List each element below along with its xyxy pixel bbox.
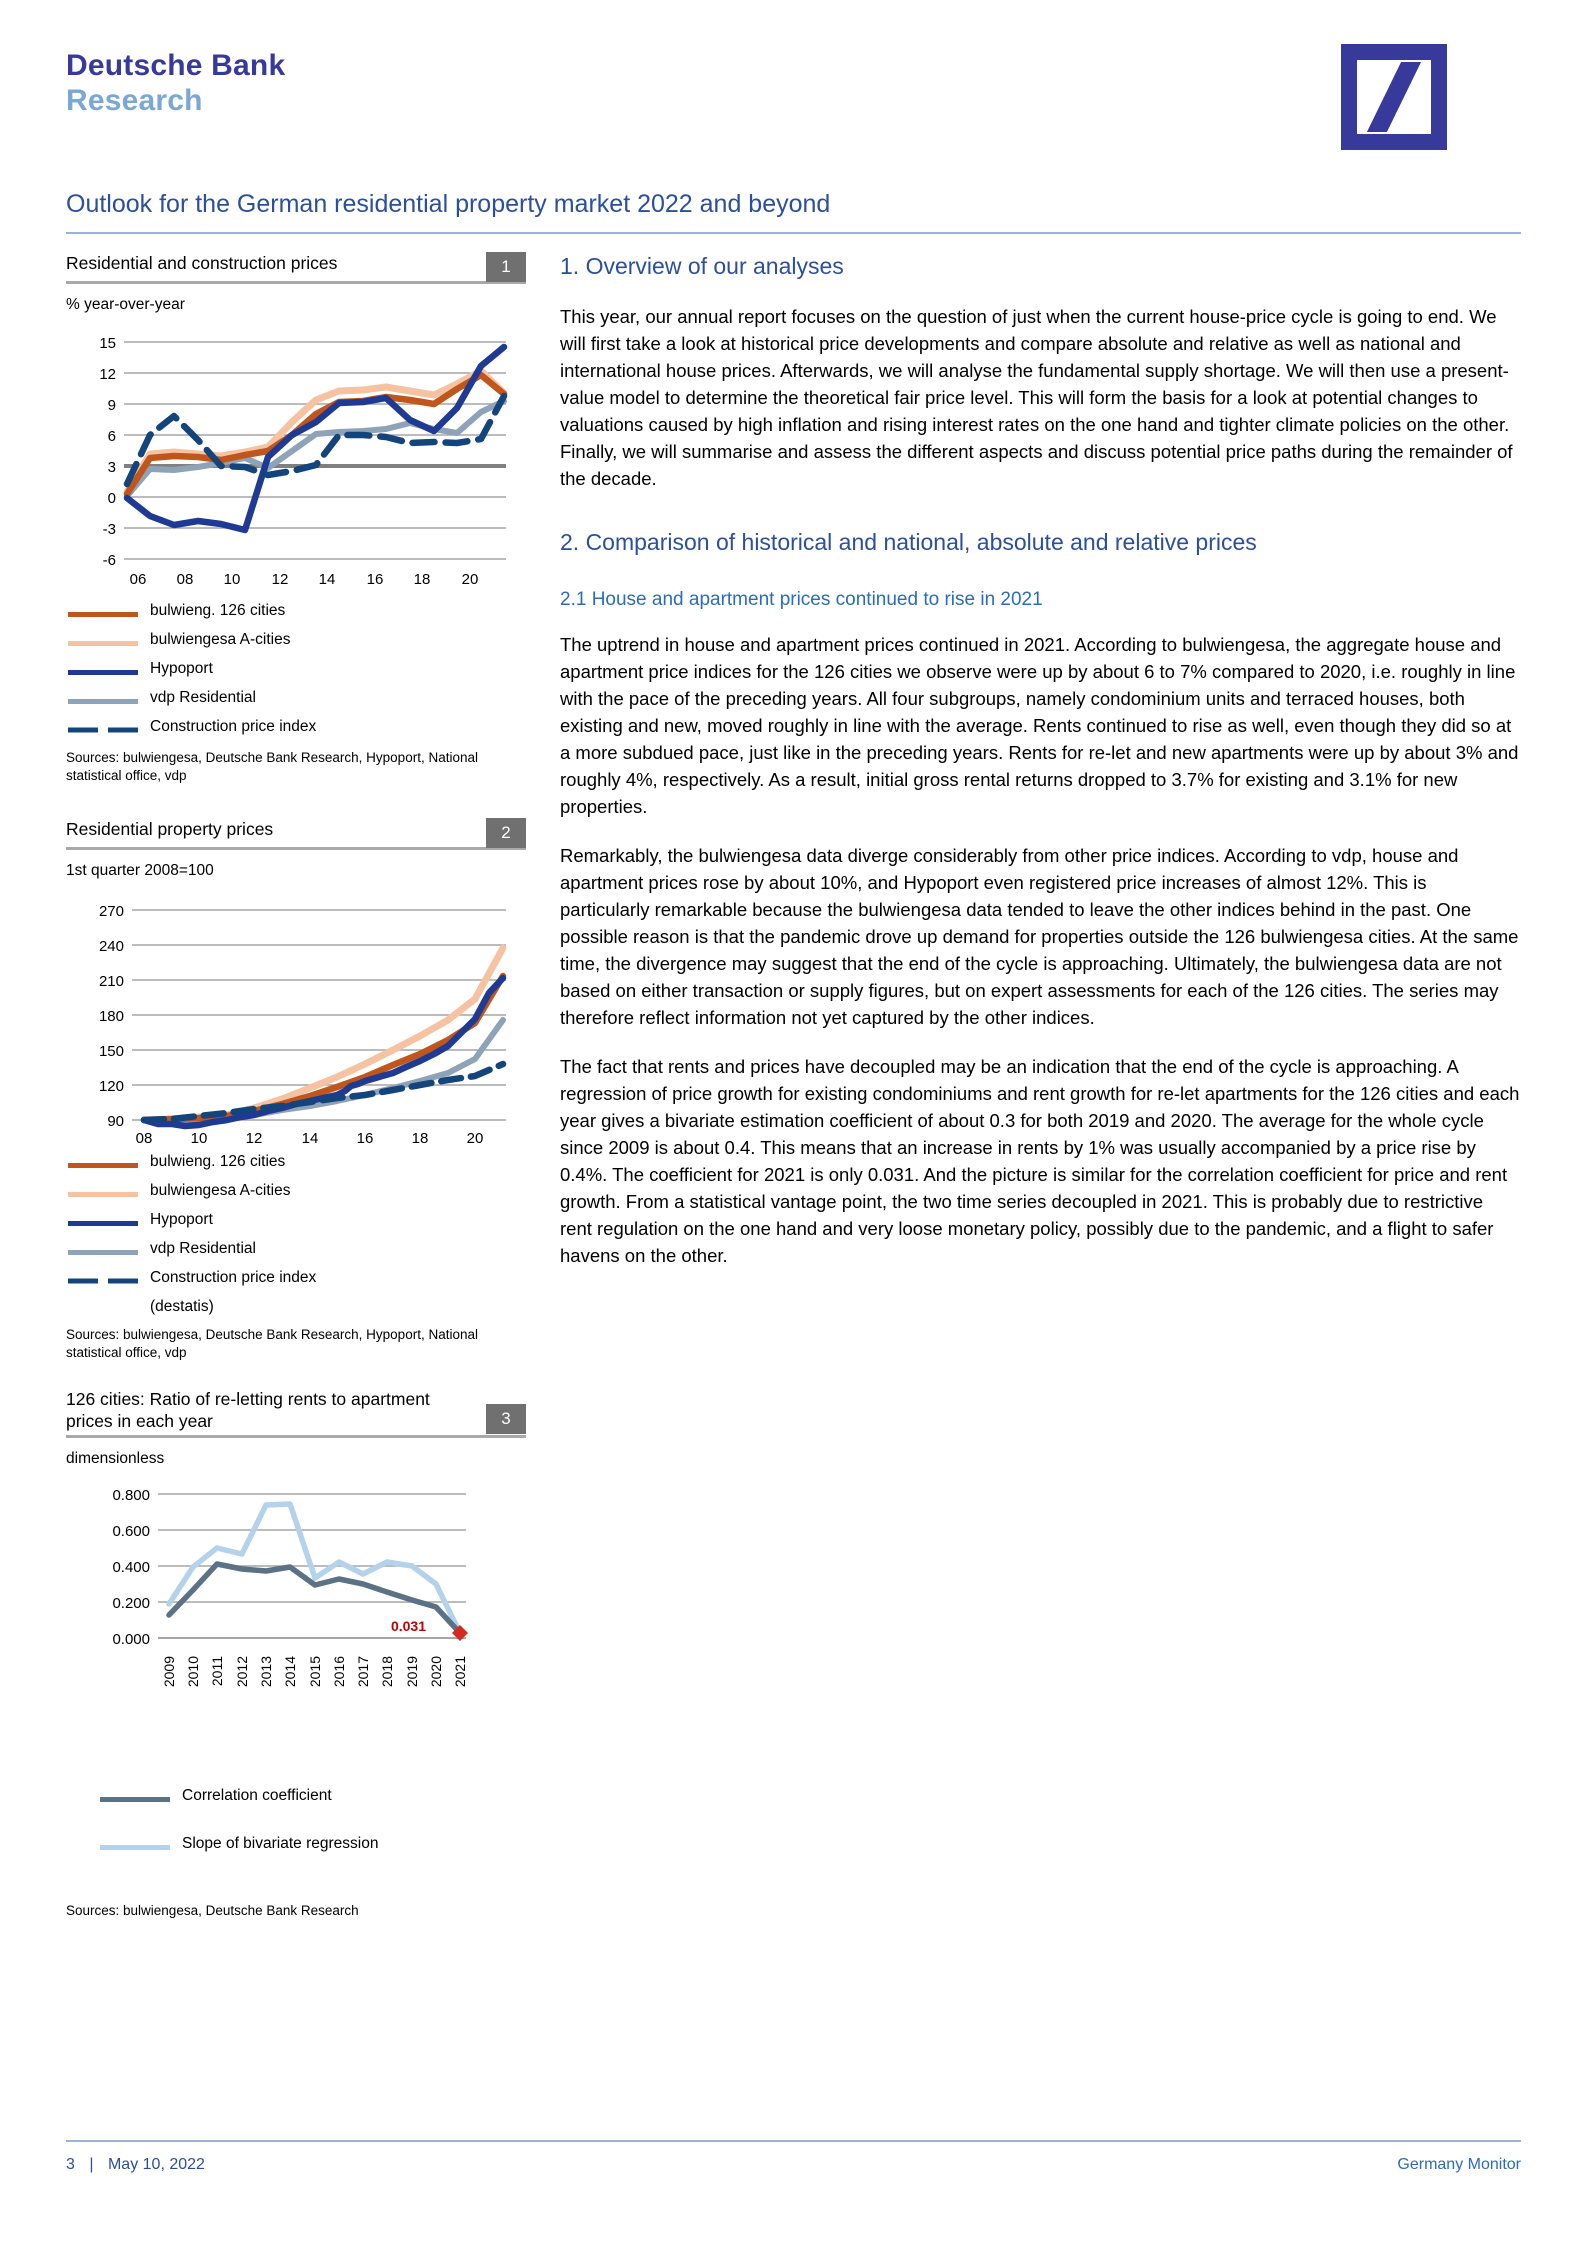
legend-item bbox=[66, 688, 526, 710]
chart-2-unit: 1st quarter 2008=100 bbox=[66, 862, 214, 880]
page-title: Outlook for the German residential property market 2022 and beyond bbox=[66, 190, 831, 218]
legend-item bbox=[66, 1834, 526, 1856]
svg-text:6: 6 bbox=[107, 428, 116, 445]
paragraph-1: This year, our annual report focuses on the question of just when the current house-price cycle is going to end. We will first take a look at historical price developments and compare absolute and relative as well as national and international house prices. Afterwards, we will analyse the fundamental supply shortage. We will then use a present-value model to determine the theoretical fair price level. This will form the basis for a look at potential changes to valuations caused by high inflation and rising interest rates on the one hand and tighter climate policies on the other. Finally, we will summarise and assess the different aspects and discuss potential price paths during the remainder of the decade. bbox=[560, 306, 1513, 490]
content-column bbox=[560, 252, 1520, 1291]
chart-1 bbox=[66, 252, 526, 784]
legend-label: Correlation coefficient bbox=[182, 1787, 332, 1805]
svg-text:2013: 2013 bbox=[258, 1656, 274, 1688]
chart-3-rule bbox=[66, 1435, 526, 1438]
legend-item bbox=[66, 1152, 526, 1174]
legend-item bbox=[66, 1268, 526, 1290]
legend-label: Hypoport bbox=[150, 660, 213, 677]
legend-label: bulwiengesa A-cities bbox=[150, 1182, 291, 1200]
legend-label: vdp Residential bbox=[150, 1240, 256, 1258]
svg-text:12: 12 bbox=[245, 1130, 263, 1148]
svg-text:240: 240 bbox=[98, 938, 124, 956]
chart-1-rule bbox=[66, 281, 526, 284]
svg-text:18: 18 bbox=[413, 571, 431, 588]
legend-swatch-construction bbox=[66, 721, 140, 739]
svg-text:0.400: 0.400 bbox=[112, 1559, 150, 1577]
svg-text:15: 15 bbox=[99, 335, 116, 352]
svg-text:0: 0 bbox=[107, 490, 116, 507]
svg-text:14: 14 bbox=[318, 571, 336, 588]
svg-text:2017: 2017 bbox=[355, 1656, 371, 1688]
svg-text:2018: 2018 bbox=[379, 1656, 395, 1688]
logo-slash bbox=[1367, 62, 1421, 132]
svg-text:0.800: 0.800 bbox=[112, 1487, 150, 1505]
paragraph-4: The fact that rents and prices have decoupled may be an indication that the end of the cycle is approaching. A regression of price growth for existing condominiums and rent growth for re-let apartments for the 126 cities and each year gives a bivariate estimation coefficient of about 0.3 for both 2019 and 2020. The average for the whole cycle since 2009 is about 0.4. This means that an increase in rents by 1% was usually accompanied by a price rise by 0.4%. The coefficient for 2021 is only 0.031. And the picture is similar for the correlation coefficient for price and rent growth. From a statistical vantage point, the two time series decoupled in 2021. This is probably due to restrictive rent regulation on the one hand and very loose monetary policy, possibly due to the pandemic, and a flight to safer havens on the other. bbox=[560, 1055, 1520, 1266]
chart-2-header bbox=[66, 818, 526, 844]
section-2-wrapper bbox=[560, 528, 1520, 1268]
svg-text:20: 20 bbox=[461, 571, 479, 588]
chart-2 bbox=[66, 818, 526, 1361]
legend-swatch-bulwieng bbox=[66, 1156, 140, 1174]
footer-divider bbox=[66, 2140, 1521, 2142]
legend-swatch-bulwieng bbox=[66, 605, 140, 623]
paragraph-2: The uptrend in house and apartment prices continued in 2021. According to bulwiengesa, the aggregate house and apartment price indices for the 126 cities we observe were up by about 6 to 7% compared to 2020, i.e. roughly in line with the pace of the preceding years. All four subgroups, namely condominium units and terraced houses, both existing and new, moved roughly in line with the average. Rents continued to rise as well, even though they did so at a more subdued pace, just like in the preceding years. Rents for re-let and new apartments were up by about 3% and roughly 4%, respectively. As a result, initial gross rental returns dropped to 3.7% for existing and 3.1% for new properties. bbox=[560, 633, 1519, 817]
chart-3-number: 3 bbox=[486, 1404, 526, 1434]
svg-text:10: 10 bbox=[223, 571, 241, 588]
legend-swatch-bulwiengesa bbox=[66, 634, 140, 652]
chart-1-title: Residential and construction prices bbox=[66, 253, 338, 273]
svg-text:2010: 2010 bbox=[185, 1656, 201, 1688]
chart-3-unit: dimensionless bbox=[66, 1450, 165, 1468]
svg-text:2016: 2016 bbox=[331, 1656, 347, 1688]
chart-1-svg bbox=[66, 322, 526, 597]
legend-label: Hypoport bbox=[150, 1211, 213, 1229]
legend-label: bulwieng. 126 cities bbox=[150, 602, 286, 619]
svg-text:0.600: 0.600 bbox=[112, 1523, 150, 1541]
svg-text:0.200: 0.200 bbox=[112, 1595, 150, 1613]
footer-publication: Germany Monitor bbox=[1397, 2156, 1521, 2173]
chart-3-title: 126 cities: Ratio of re-letting rents to apartment prices in each year bbox=[66, 1388, 430, 1431]
legend-item bbox=[66, 601, 526, 623]
chart-2-svg bbox=[66, 888, 526, 1148]
legend-label-2: (destatis) bbox=[150, 1298, 214, 1316]
legend-swatch-slope bbox=[98, 1838, 172, 1856]
chart-1-number: 1 bbox=[486, 252, 526, 282]
footer-page-number: 3 bbox=[66, 2156, 75, 2173]
svg-text:16: 16 bbox=[366, 571, 384, 588]
chart-2-sources: Sources: bulwiengesa, Deutsche Bank Research, Hypoport, National statistical office, vdp bbox=[66, 1327, 478, 1361]
chart-3-annotation-label: 0.031 bbox=[390, 1618, 426, 1635]
legend-item bbox=[66, 659, 526, 681]
chart-2-number: 2 bbox=[486, 818, 526, 848]
chart-2-legend bbox=[66, 1152, 526, 1316]
svg-text:2019: 2019 bbox=[404, 1656, 420, 1688]
chart-3-svg bbox=[66, 1476, 526, 1776]
svg-text:90: 90 bbox=[107, 1113, 124, 1131]
section-2-heading: 2. Comparison of historical and national, absolute and relative prices bbox=[560, 529, 1257, 556]
svg-text:12: 12 bbox=[99, 366, 116, 383]
section-2-1-heading: 2.1 House and apartment prices continued to rise in 2021 bbox=[560, 588, 1043, 610]
svg-text:10: 10 bbox=[190, 1130, 208, 1148]
svg-text:20: 20 bbox=[466, 1130, 484, 1148]
brand-line-2: Research bbox=[66, 84, 203, 118]
svg-text:2012: 2012 bbox=[234, 1656, 250, 1688]
chart-3-sources: Sources: bulwiengesa, Deutsche Bank Research bbox=[66, 1903, 359, 1919]
footer-left bbox=[66, 2156, 205, 2174]
svg-text:08: 08 bbox=[176, 571, 194, 588]
svg-text:-3: -3 bbox=[102, 521, 116, 538]
charts-column bbox=[66, 252, 526, 1926]
deutsche-bank-logo-icon bbox=[1341, 44, 1447, 150]
legend-swatch-vdp bbox=[66, 692, 140, 710]
legend-item bbox=[66, 1239, 526, 1261]
legend-item bbox=[66, 1210, 526, 1232]
svg-text:06: 06 bbox=[129, 571, 147, 588]
legend-item bbox=[66, 1181, 526, 1203]
svg-text:2015: 2015 bbox=[307, 1656, 323, 1688]
legend-item bbox=[66, 1786, 526, 1808]
svg-text:08: 08 bbox=[135, 1130, 153, 1148]
legend-label: Construction price index bbox=[150, 718, 317, 735]
chart-3 bbox=[66, 1388, 526, 1920]
svg-text:180: 180 bbox=[98, 1008, 124, 1026]
svg-text:150: 150 bbox=[98, 1043, 124, 1061]
chart-2-plot bbox=[66, 888, 526, 1148]
svg-text:2021: 2021 bbox=[452, 1656, 468, 1688]
svg-text:2011: 2011 bbox=[209, 1656, 225, 1687]
svg-text:12: 12 bbox=[271, 571, 289, 588]
chart-1-legend bbox=[66, 601, 526, 739]
chart-1-plot bbox=[66, 322, 526, 597]
svg-text:2020: 2020 bbox=[428, 1656, 444, 1688]
svg-text:14: 14 bbox=[301, 1130, 319, 1148]
section-1-heading: 1. Overview of our analyses bbox=[560, 253, 844, 279]
svg-text:270: 270 bbox=[98, 903, 124, 921]
legend-swatch-vdp bbox=[66, 1243, 140, 1261]
legend-label: bulwiengesa A-cities bbox=[150, 631, 291, 648]
legend-swatch-hypoport bbox=[66, 1214, 140, 1232]
svg-text:-6: -6 bbox=[102, 552, 116, 569]
chart-1-unit: % year-over-year bbox=[66, 296, 185, 313]
brand-header bbox=[66, 48, 285, 119]
legend-swatch-hypoport bbox=[66, 663, 140, 681]
legend-swatch-bulwiengesa bbox=[66, 1185, 140, 1203]
svg-text:18: 18 bbox=[411, 1130, 429, 1148]
svg-text:9: 9 bbox=[107, 397, 116, 414]
footer-separator: | bbox=[89, 2156, 94, 2173]
chart-3-plot bbox=[66, 1476, 526, 1776]
chart-1-sources: Sources: bulwiengesa, Deutsche Bank Research, Hypoport, National statistical office, vdp bbox=[66, 750, 478, 783]
legend-item bbox=[66, 717, 526, 739]
svg-text:2009: 2009 bbox=[161, 1656, 177, 1688]
chart-2-title: Residential property prices bbox=[66, 819, 274, 840]
legend-label: bulwieng. 126 cities bbox=[150, 1153, 286, 1171]
paragraph-3: Remarkably, the bulwiengesa data diverge considerably from other price indices. According to vdp, house and apartment prices rose by about 10%, and Hypoport even registered price increases of almost 12%. This is particularly remarkable because the bulwiengesa data tended to leave the other indices behind in the past. One possible reason is that the pandemic drove up demand for properties outside the 126 bulwiengesa cities. At the same time, the divergence may suggest that the end of the cycle is approaching. Ultimately, the bulwiengesa data are not based on either transaction or supply figures, but on expert assessments for each of the 126 cities. The series may therefore reflect information not yet captured by the other indices. bbox=[560, 844, 1519, 1028]
legend-swatch-construction bbox=[66, 1272, 140, 1290]
legend-label: vdp Residential bbox=[150, 689, 256, 706]
header-divider bbox=[66, 232, 1521, 234]
chart-3-legend bbox=[66, 1786, 526, 1856]
legend-swatch-correlation bbox=[98, 1790, 172, 1808]
svg-text:120: 120 bbox=[98, 1078, 124, 1096]
footer-date: May 10, 2022 bbox=[107, 2156, 205, 2173]
chart-2-rule bbox=[66, 847, 526, 850]
svg-text:16: 16 bbox=[356, 1130, 374, 1148]
svg-text:2014: 2014 bbox=[282, 1656, 298, 1688]
legend-item bbox=[66, 630, 526, 652]
chart-3-header bbox=[66, 1388, 526, 1433]
legend-label: Slope of bivariate regression bbox=[182, 1835, 379, 1853]
legend-item-sub bbox=[66, 1297, 526, 1316]
svg-text:3: 3 bbox=[107, 459, 116, 476]
legend-label: Construction price index bbox=[150, 1269, 317, 1287]
svg-text:0.000: 0.000 bbox=[112, 1631, 150, 1649]
svg-text:210: 210 bbox=[98, 973, 124, 991]
chart-1-header bbox=[66, 252, 526, 278]
brand-line-1: Deutsche Bank bbox=[66, 49, 286, 82]
